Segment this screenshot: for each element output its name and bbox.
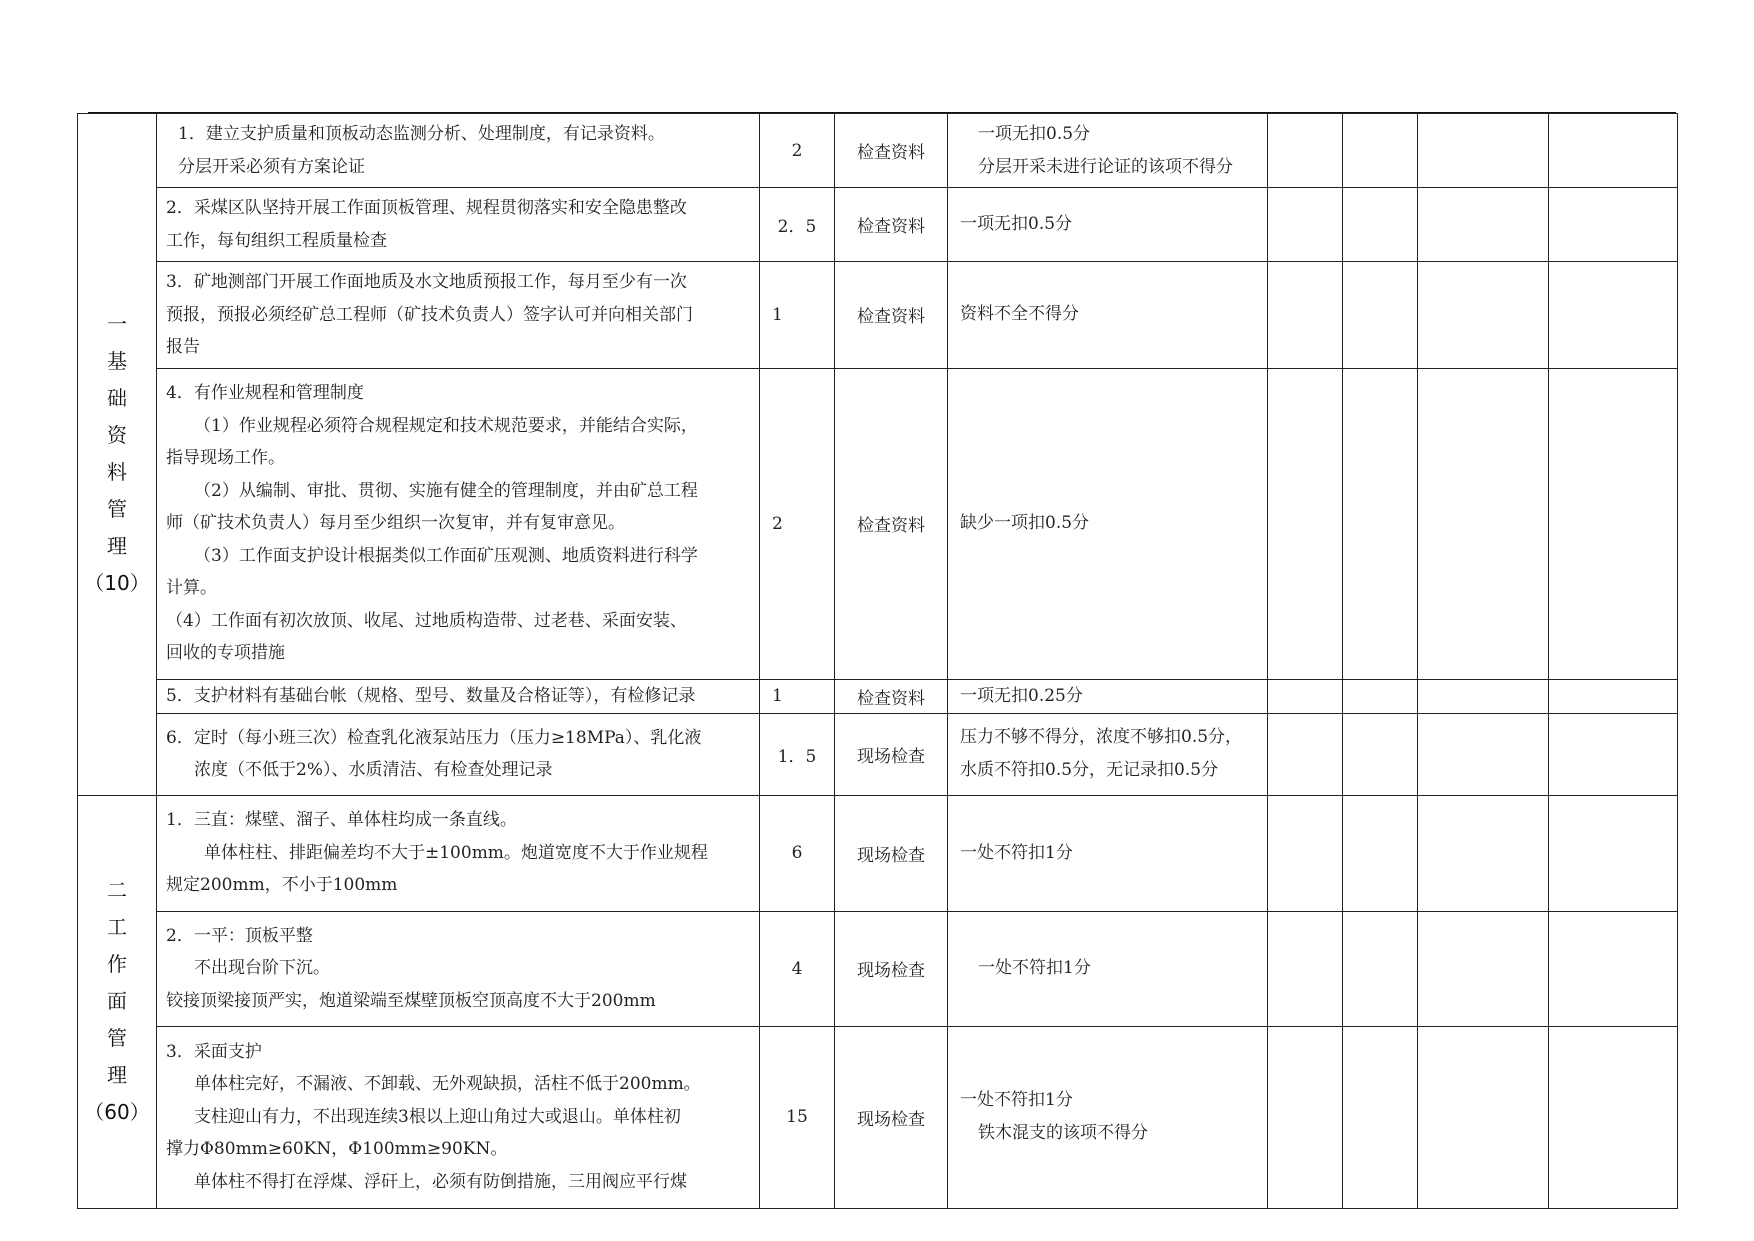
item-line: 预报，预报必须经矿总工程师（矿技术负责人）签字认可并向相关部门 xyxy=(166,304,693,325)
section-title-char: 理 xyxy=(107,534,127,559)
section-title-basic-docs xyxy=(78,114,157,796)
item-line: 规定200mm，不小于100mm xyxy=(166,875,398,896)
inspection-table xyxy=(77,113,1678,1209)
blank-cell xyxy=(1549,795,1678,911)
blank-cell xyxy=(1343,114,1418,188)
blank-cell xyxy=(1549,679,1678,713)
standard-cell xyxy=(948,1026,1268,1208)
item-line: 2．采煤区队坚持开展工作面顶板管理、规程贯彻落实和安全隐患整改 xyxy=(166,198,687,218)
score-cell: 2 xyxy=(760,114,835,188)
blank-cell xyxy=(1268,679,1343,713)
section-title-char: 理 xyxy=(107,1063,127,1087)
standard-cell xyxy=(948,911,1268,1026)
item-text xyxy=(157,368,760,679)
item-line: 计算。 xyxy=(166,578,217,599)
score-cell: 1．5 xyxy=(760,713,835,795)
item-line: 1．建立支护质量和顶板动态监测分析、处理制度，有记录资料。 xyxy=(178,124,665,144)
item-line: 支柱迎山有力，不出现连续3根以上迎山角过大或退山。单体柱初 xyxy=(194,1106,681,1127)
score-cell: 1 xyxy=(760,262,835,369)
standard-cell xyxy=(948,368,1268,679)
standard-line: 一处不符扣1分 xyxy=(960,1090,1073,1110)
blank-cell xyxy=(1268,114,1343,188)
section-title-char: 一 xyxy=(107,312,127,337)
item-line: 报告 xyxy=(166,337,200,357)
item-line: 5．支护材料有基础台帐（规格、型号、数量及合格证等），有检修记录 xyxy=(166,685,696,706)
blank-cell xyxy=(1343,713,1418,795)
standard-line: 分层开采未进行论证的该项不得分 xyxy=(978,156,1233,177)
item-line: 2．一平：顶板平整 xyxy=(166,925,313,946)
blank-cell xyxy=(1268,262,1343,369)
table-row xyxy=(78,114,1678,188)
blank-cell xyxy=(1549,713,1678,795)
blank-cell xyxy=(1343,1026,1418,1208)
section-title-char: （60） xyxy=(84,1100,150,1124)
standard-cell xyxy=(948,188,1268,262)
score-cell: 4 xyxy=(760,911,835,1026)
method-cell: 检查资料 xyxy=(835,262,948,369)
standard-line: 一处不符扣1分 xyxy=(960,842,1073,863)
item-line: 单体柱不得打在浮煤、浮矸上，必须有防倒措施，三用阀应平行煤 xyxy=(194,1171,687,1192)
standard-line: 一项无扣0.5分 xyxy=(978,123,1091,144)
method-cell: 检查资料 xyxy=(835,679,948,713)
item-text xyxy=(157,713,760,795)
blank-cell xyxy=(1268,188,1343,262)
item-line: （1）作业规程必须符合规程规定和技术规范要求，并能结合实际， xyxy=(194,415,698,436)
blank-cell xyxy=(1343,262,1418,369)
standard-cell xyxy=(948,713,1268,795)
blank-cell xyxy=(1268,911,1343,1026)
item-line: （2）从编制、审批、贯彻、实施有健全的管理制度，并由矿总工程 xyxy=(194,480,698,501)
section-title-char: 二 xyxy=(107,878,127,902)
score-cell: 2 xyxy=(760,368,835,679)
item-line: 师（矿技术负责人）每月至少组织一次复审，并有复审意见。 xyxy=(166,513,625,534)
score-cell: 2．5 xyxy=(760,188,835,262)
blank-cell xyxy=(1268,368,1343,679)
standard-cell xyxy=(948,262,1268,369)
item-line: 铰接顶梁接顶严实，炮道梁端至煤壁顶板空顶高度不大于200mm xyxy=(166,990,656,1011)
standard-cell xyxy=(948,114,1268,188)
blank-cell xyxy=(1343,188,1418,262)
blank-cell xyxy=(1418,1026,1549,1208)
blank-cell xyxy=(1268,795,1343,911)
method-cell: 现场检查 xyxy=(835,713,948,795)
section-title-char: 管 xyxy=(107,1026,127,1050)
table-row xyxy=(78,911,1678,1026)
item-line: 浓度（不低于2%）、水质清洁、有检查处理记录 xyxy=(194,760,553,780)
section-title-char: （10） xyxy=(84,571,150,596)
section-title-char: 管 xyxy=(107,497,127,522)
item-line: 回收的专项措施 xyxy=(166,643,285,664)
section-title-char: 基 xyxy=(107,349,127,374)
table-row xyxy=(78,795,1678,911)
item-line: 单体柱完好，不漏液、不卸载、无外观缺损，活柱不低于200mm。 xyxy=(194,1074,701,1095)
score-cell: 15 xyxy=(760,1026,835,1208)
blank-cell xyxy=(1418,114,1549,188)
standard-line: 一项无扣0.25分 xyxy=(960,685,1083,706)
blank-cell xyxy=(1549,1026,1678,1208)
section-title-char: 础 xyxy=(107,386,127,411)
blank-cell xyxy=(1343,795,1418,911)
item-line: 3．矿地测部门开展工作面地质及水文地质预报工作，每月至少有一次 xyxy=(166,272,687,292)
item-line: 单体柱柱、排距偏差均不大于±100mm。炮道宽度不大于作业规程 xyxy=(204,842,708,863)
standard-line: 水质不符扣0.5分，无记录扣0.5分 xyxy=(960,760,1219,780)
blank-cell xyxy=(1418,679,1549,713)
table-row xyxy=(78,679,1678,713)
method-cell: 现场检查 xyxy=(835,911,948,1026)
blank-cell xyxy=(1268,1026,1343,1208)
item-text xyxy=(157,1026,760,1208)
blank-cell xyxy=(1549,911,1678,1026)
item-text xyxy=(157,188,760,262)
standard-line: 一项无扣0.5分 xyxy=(960,214,1073,234)
item-text xyxy=(157,795,760,911)
standard-line: 资料不全不得分 xyxy=(960,304,1079,325)
table-row xyxy=(78,713,1678,795)
standard-line: 缺少一项扣0.5分 xyxy=(960,513,1090,533)
standard-cell xyxy=(948,679,1268,713)
section-title-char: 面 xyxy=(107,989,127,1013)
item-line: 6．定时（每小班三次）检查乳化液泵站压力（压力≥18MPa）、乳化液 xyxy=(166,727,702,748)
blank-cell xyxy=(1418,188,1549,262)
blank-cell xyxy=(1549,114,1678,188)
item-line: 工作，每旬组织工程质量检查 xyxy=(166,230,387,251)
item-line: 4．有作业规程和管理制度 xyxy=(166,383,364,404)
method-cell: 检查资料 xyxy=(835,188,948,262)
item-text xyxy=(157,114,760,188)
score-cell: 6 xyxy=(760,795,835,911)
item-line: （4）工作面有初次放顶、收尾、过地质构造带、过老巷、采面安装、 xyxy=(166,610,687,631)
item-line: 3．采面支护 xyxy=(166,1041,262,1062)
table-row xyxy=(78,1026,1678,1208)
blank-cell xyxy=(1418,795,1549,911)
method-cell: 现场检查 xyxy=(835,795,948,911)
item-line: 分层开采必须有方案论证 xyxy=(178,156,365,177)
item-line: 撑力Φ80mm≥60KN，Φ100mm≥90KN。 xyxy=(166,1139,508,1160)
table-row xyxy=(78,188,1678,262)
section-title-char: 作 xyxy=(107,952,127,976)
blank-cell xyxy=(1343,368,1418,679)
standard-line: 压力不够不得分，浓度不够扣0.5分， xyxy=(960,727,1243,747)
standard-cell xyxy=(948,795,1268,911)
section-title-char: 料 xyxy=(107,460,127,485)
blank-cell xyxy=(1549,262,1678,369)
table-row xyxy=(78,262,1678,369)
blank-cell xyxy=(1549,368,1678,679)
method-cell: 现场检查 xyxy=(835,1026,948,1208)
blank-cell xyxy=(1418,911,1549,1026)
blank-cell xyxy=(1343,679,1418,713)
item-line: 不出现台阶下沉。 xyxy=(194,958,330,979)
blank-cell xyxy=(1343,911,1418,1026)
item-line: 指导现场工作。 xyxy=(166,448,285,469)
item-text xyxy=(157,679,760,713)
blank-cell xyxy=(1549,188,1678,262)
standard-line: 一处不符扣1分 xyxy=(978,958,1091,978)
table-row xyxy=(78,368,1678,679)
item-line: 1．三直：煤壁、溜子、单体柱均成一条直线。 xyxy=(166,810,517,831)
section-title-char: 资 xyxy=(107,423,127,448)
method-cell: 检查资料 xyxy=(835,368,948,679)
blank-cell xyxy=(1268,713,1343,795)
item-text xyxy=(157,262,760,369)
item-line: （3）工作面支护设计根据类似工作面矿压观测、地质资料进行科学 xyxy=(194,545,698,566)
section-title-workface xyxy=(78,795,157,1208)
blank-cell xyxy=(1418,262,1549,369)
blank-cell xyxy=(1418,368,1549,679)
score-cell: 1 xyxy=(760,679,835,713)
method-cell: 检查资料 xyxy=(835,114,948,188)
item-text xyxy=(157,911,760,1026)
standard-line: 铁木混支的该项不得分 xyxy=(978,1123,1148,1143)
section-title-char: 工 xyxy=(107,915,127,939)
blank-cell xyxy=(1418,713,1549,795)
